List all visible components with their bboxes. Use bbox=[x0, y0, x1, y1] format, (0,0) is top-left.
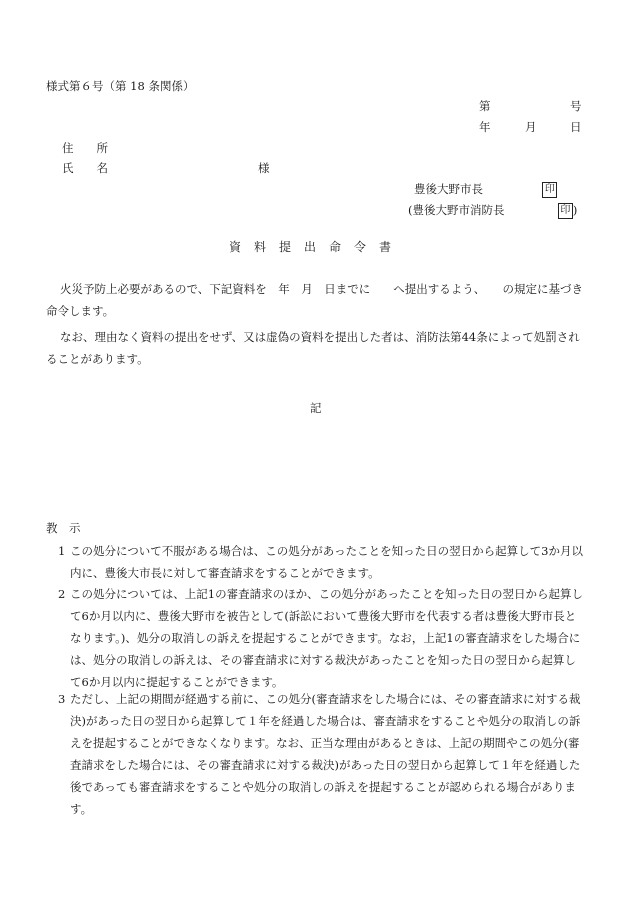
document-number-suffix: 号 bbox=[570, 99, 582, 113]
body-paragraph-penalty: なお、理由なく資料の提出をせず、又は虚偽の資料を提出した者は、消防法第44条によって処罰されることがあります。 bbox=[46, 330, 580, 366]
name-label: 氏 名 bbox=[62, 161, 108, 175]
issuer-mayor-name: 豊後大野市長 bbox=[414, 182, 483, 196]
issuer-fire-chief-name: (豊後大野市消防長 bbox=[408, 203, 505, 217]
seal-stamp: 印 bbox=[558, 203, 573, 219]
issuer-mayor bbox=[414, 182, 557, 198]
address-label: 住 所 bbox=[62, 141, 108, 155]
closing-paren: ) bbox=[572, 203, 578, 217]
seal-stamp: 印 bbox=[542, 182, 557, 198]
notice-text: この処分について不服がある場合は、この処分があったことを知った日の翌日から起算して3か月以内に、豊後大市長に対して審査請求をすることができます。 bbox=[70, 544, 583, 580]
notice-text: この処分については、上記1の審査請求のほか、この処分があったことを知った日の翌日から起算して6か月以内に、豊後大野市を被告として(訴訟において豊後大野市を代表する者は豊後大野市長となります。)、処分の取消しの訴えを提起することができます。なお，上記1の審査請求をした場合には、処分の取消しの訴えは、その審査請求に対する裁決があったことを知った日の翌日から起算して6か月以内に提起することができます。 bbox=[70, 587, 583, 689]
ki-heading: 記 bbox=[310, 401, 322, 415]
notice-number: 1 bbox=[58, 544, 66, 558]
form-number: 様式第６号（第 18 条関係） bbox=[46, 79, 195, 93]
document-number-label: 第 bbox=[479, 99, 491, 113]
date-day: 日 bbox=[570, 120, 582, 134]
document-title: 資料提出命令書 bbox=[229, 240, 405, 254]
date-month: 月 bbox=[525, 120, 537, 134]
date-year: 年 bbox=[479, 120, 491, 134]
issuer-fire-chief bbox=[408, 203, 577, 219]
body-paragraph-order: 火災予防上必要があるので、下記資料を 年 月 日までに へ提出するよう、 の規定に基づき命令します。 bbox=[46, 282, 584, 318]
notice-text: ただし、上記の期間が経過する前に、この処分(審査請求をした場合には、その審査請求に対する裁決)があった日の翌日から起算して１年を経過した場合は、審査請求をすることや処分の取消しの訴えを提起することができなくなります。なお、正当な理由があるときは、上記の期間やこの処分(審査請求をした場合には、その審査請求に対する裁決)があった日の翌日から起算して１年を経過した後であっても審査請求をすることや処分の取消しの訴えを提起することが認められる場合があります。 bbox=[70, 692, 581, 816]
notice-heading: 教 示 bbox=[46, 521, 81, 535]
notice-number: 3 bbox=[58, 692, 66, 706]
notice-number: 2 bbox=[58, 587, 66, 601]
honorific: 様 bbox=[258, 161, 270, 175]
